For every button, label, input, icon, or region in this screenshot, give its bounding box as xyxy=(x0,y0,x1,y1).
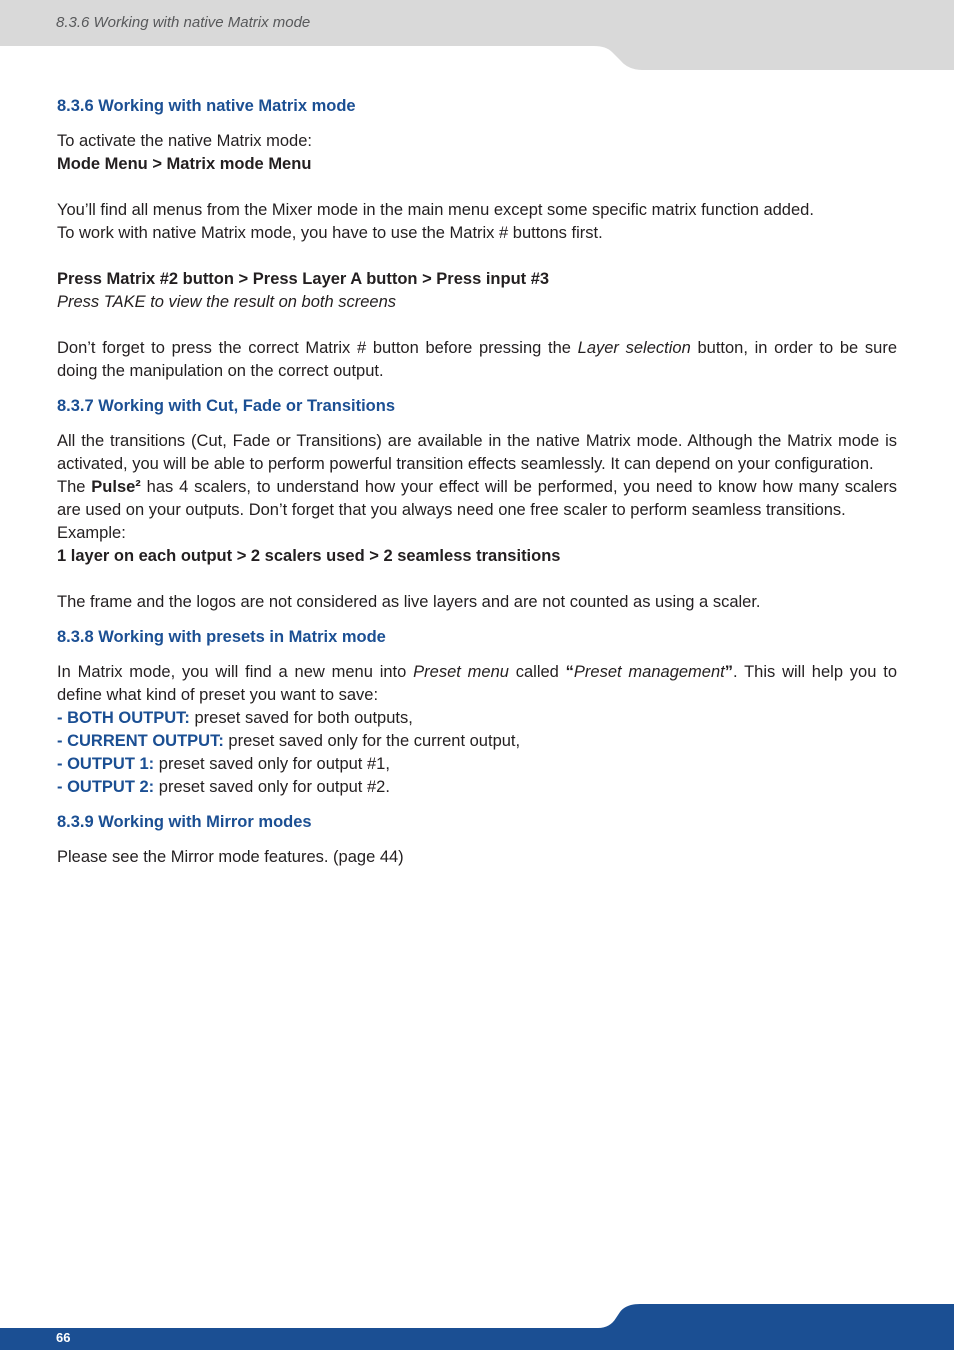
footer-band xyxy=(0,1302,954,1350)
list-dash: - xyxy=(57,732,68,750)
text-run: Don’t forget to press the correct Matrix # button before pressing the xyxy=(57,339,578,357)
paragraph xyxy=(57,661,897,707)
paragraph: The frame and the logos are not considered as live layers and are not counted as using a scaler. xyxy=(57,593,761,611)
list-label: OUTPUT 2: xyxy=(67,778,155,796)
list-text: preset saved only for output #1, xyxy=(154,755,390,773)
section-heading-8-3-6: 8.3.6 Working with native Matrix mode xyxy=(57,97,356,115)
list-text: preset saved for both outputs, xyxy=(189,709,413,727)
list-item xyxy=(57,730,897,753)
text-run: called xyxy=(508,663,566,681)
text-run: . This will help you to define what kind of preset you want to save: xyxy=(57,663,897,704)
example-label: Example: xyxy=(57,524,126,542)
text-run-italic: Layer selection xyxy=(577,339,691,357)
running-header: 8.3.6 Working with native Matrix mode xyxy=(56,14,311,31)
list-label: BOTH OUTPUT: xyxy=(67,709,190,727)
text-run: has 4 scalers, to understand how your effect will be performed, you need to know how many scalers are used on your outputs. Don’t forget that you always need one free scaler to perform seamless transitions. xyxy=(57,478,897,519)
paragraph xyxy=(57,337,897,383)
list-item xyxy=(57,776,897,799)
section-heading-8-3-8: 8.3.8 Working with presets in Matrix mode xyxy=(57,628,386,646)
text-run: button, in order to be sure doing the manipulation on the correct output. xyxy=(57,339,898,380)
example: 1 layer on each output > 2 scalers used > 2 seamless transitions xyxy=(57,547,561,565)
section-heading-8-3-7: 8.3.7 Working with Cut, Fade or Transitions xyxy=(57,397,395,415)
text-run-italic: Preset management xyxy=(573,663,725,681)
section-heading-8-3-9: 8.3.9 Working with Mirror modes xyxy=(57,813,312,831)
header-band xyxy=(0,0,954,70)
list-item xyxy=(57,707,897,730)
product-name: Pulse² xyxy=(91,478,141,496)
page-number: 66 xyxy=(56,1330,71,1345)
list-dash: - xyxy=(57,709,68,727)
list-label: CURRENT OUTPUT: xyxy=(67,732,224,750)
list-label: OUTPUT 1: xyxy=(67,755,155,773)
list-dash: - xyxy=(57,778,68,796)
text-run: In Matrix mode, you will find a new menu into xyxy=(57,663,414,681)
text-run-italic: Preset menu xyxy=(413,663,509,681)
paragraph: All the transitions (Cut, Fade or Transitions) are available in the native Matrix mode. Although the Matrix mode is activated, you will be able to perform powerful transition effects seamlessly. It can depend on your configuration. xyxy=(57,432,897,473)
quote-mark: “ xyxy=(565,663,574,681)
paragraph xyxy=(57,476,897,522)
take-note: Press TAKE to view the result on both screens xyxy=(57,293,397,311)
menu-path: Mode Menu > Matrix mode Menu xyxy=(57,155,312,173)
list-item xyxy=(57,753,897,776)
list-text: preset saved only for the current output, xyxy=(223,732,521,750)
text-run: The xyxy=(57,478,92,496)
quote-mark: ” xyxy=(724,663,733,681)
paragraph: You’ll find all menus from the Mixer mode in the main menu except some specific matrix function added. xyxy=(57,201,814,219)
page-content xyxy=(57,95,897,869)
paragraph: To work with native Matrix mode, you have to use the Matrix # buttons first. xyxy=(57,224,603,242)
list-dash: - xyxy=(57,755,68,773)
paragraph: Please see the Mirror mode features. (page 44) xyxy=(57,848,404,866)
step-sequence: Press Matrix #2 button > Press Layer A button > Press input #3 xyxy=(57,270,550,288)
list-text: preset saved only for output #2. xyxy=(154,778,390,796)
paragraph: To activate the native Matrix mode: xyxy=(57,132,312,150)
